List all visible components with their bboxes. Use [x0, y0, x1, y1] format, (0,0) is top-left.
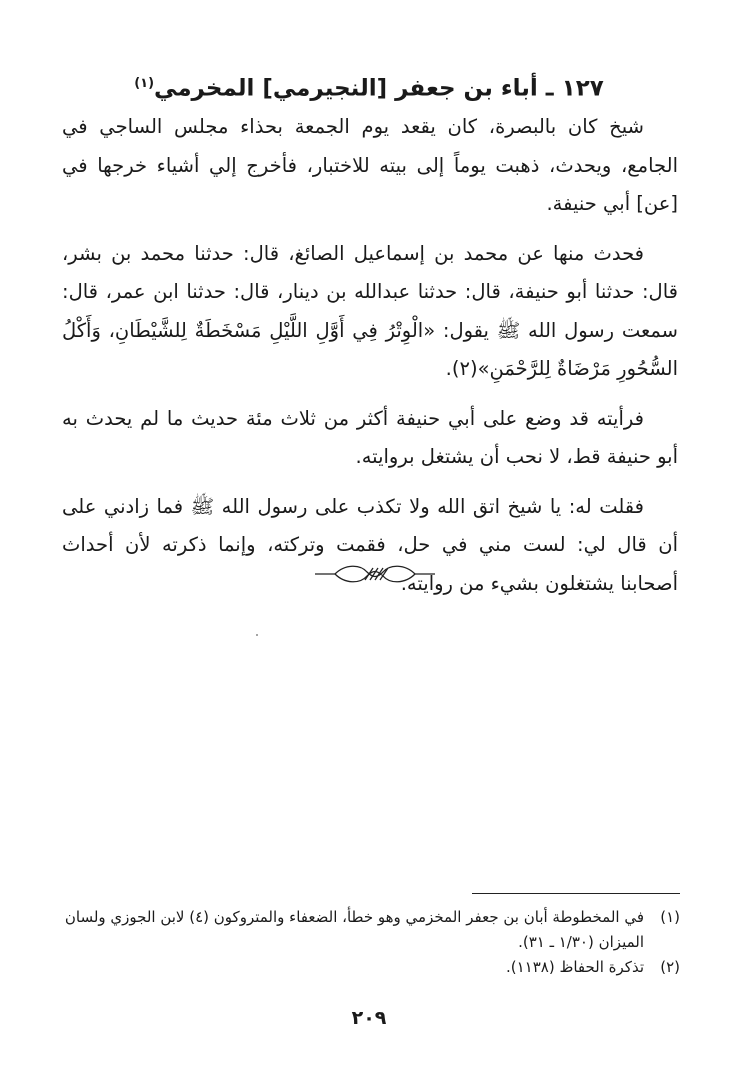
paragraph-2: فحدث منها عن محمد بن إسماعيل الصائغ، قال: حدثنا محمد بن بشر، قال: حدثنا أبو حنيفة، قال: حدثنا عبدالله بن دينار، قال: حدثنا ابن عمر، قال: سمعت رسول الله ﷺ يقول: «الْوِتْرُ فِي أَوَّلِ اللَّيْلِ مَسْخَطَةٌ لِلشَّيْطَانِ، وَأَكْلُ السُّحُورِ مَرْضَاةٌ لِلرَّحْمَنِ»(٢).	[62, 241, 678, 380]
stray-mark	[256, 634, 258, 636]
paragraph-4: فقلت له: يا شيخ اتق الله ولا تكذب على رسول الله ﷺ فما زادني على أن قال لي: لست مني في حل، فقمت وتركته، وإنما ذكرته لأن أحداث أصحابنا يشتغلون بشيء من روايته.	[62, 494, 678, 595]
footnotes	[58, 905, 680, 980]
footnote-number: (١)	[660, 908, 680, 926]
footnote-separator	[472, 893, 680, 894]
footnote-text: تذكرة الحفاظ (١١٣٨).	[505, 958, 644, 976]
ornamental-divider-icon	[315, 562, 435, 586]
footnote-1	[58, 905, 680, 955]
paragraph-1: شيخ كان بالبصرة، كان يقعد يوم الجمعة بحذاء مجلس الساجي في الجامع، ويحدث، ذهبت يوماً إلى بيته للاختبار، فأخرج إلي أشياء خرجها في [عن] أبي حنيفة.	[62, 115, 678, 215]
entry-heading	[80, 64, 658, 109]
entry-body	[62, 108, 678, 614]
page-number: ٢٠٩	[351, 1007, 387, 1029]
footnote-text: في المخطوطة أبان بن جعفر المخزمي وهو خطأ، الضعفاء والمتروكون (٤) لابن الجوزي ولسان الميزان (١/٣٠ ـ ٣١).	[64, 908, 644, 951]
entry-title: ١٢٧ ـ أباء بن جعفر [النجيرمي] المخرمي	[154, 75, 604, 102]
footnote-number: (٢)	[660, 958, 680, 976]
title-footnote-ref: (١)	[134, 76, 155, 91]
footnote-2	[58, 955, 680, 980]
paragraph-3: فرأيته قد وضع على أبي حنيفة أكثر من ثلاث مئة حديث ما لم يحدث به أبو حنيفة قط، لا نحب أن يشتغل بروايته.	[62, 406, 678, 468]
